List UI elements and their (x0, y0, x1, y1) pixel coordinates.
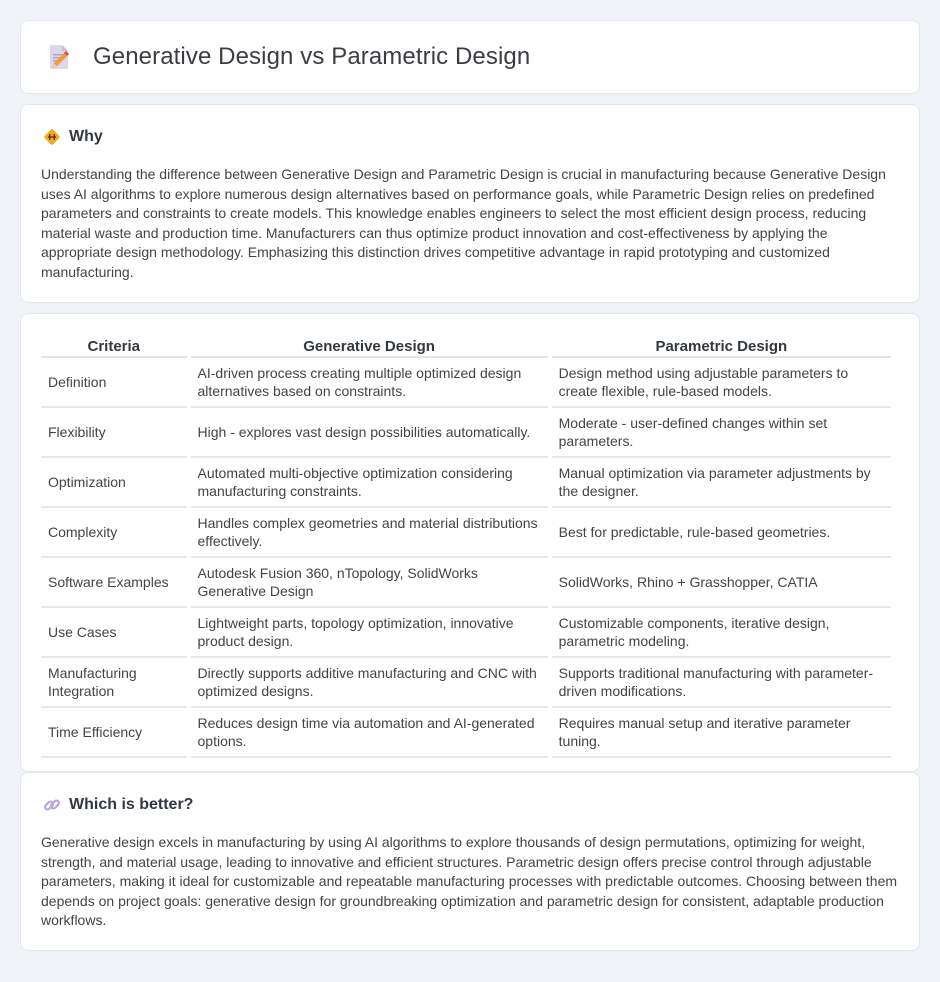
cell-parametric: Requires manual setup and iterative parameter tuning. (552, 708, 891, 758)
which-is-better-section (20, 772, 920, 951)
cell-criteria: Definition (41, 358, 187, 408)
table-header-row (41, 334, 891, 358)
link-icon (43, 796, 61, 814)
header-criteria: Criteria (41, 334, 187, 358)
cell-criteria: Use Cases (41, 608, 187, 658)
table-row (41, 508, 891, 558)
table-row (41, 708, 891, 758)
cell-criteria: Manufacturing Integration (41, 658, 187, 708)
cell-generative: High - explores vast design possibilities automatically. (191, 408, 548, 458)
table-row (41, 358, 891, 408)
comparison-section (20, 313, 920, 772)
better-heading (41, 793, 899, 817)
cell-parametric: Best for predictable, rule-based geometries. (552, 508, 891, 558)
page-title: Generative Design vs Parametric Design (93, 43, 531, 70)
cell-criteria: Flexibility (41, 408, 187, 458)
cell-criteria: Optimization (41, 458, 187, 508)
why-heading (41, 125, 899, 149)
why-title: Why (69, 128, 103, 145)
better-text: Generative design excels in manufacturing by using AI algorithms to explore thousands of design permutations, optimizing for weight, strength, and material usage, leading to innovative and efficient structures. Parametric design offers precise control through adjustable parameters, making it ideal for customizable and repeatable manufacturing processes with predictable outcomes. Choosing between them depends on project goals: generative design for groundbreaking optimization and parametric design for consistent, adaptable production workflows. (41, 834, 898, 928)
table-row (41, 608, 891, 658)
cell-parametric: Manual optimization via parameter adjustments by the designer. (552, 458, 891, 508)
document-edit-icon (47, 44, 71, 70)
cell-parametric: Design method using adjustable parameters to create flexible, rule-based models. (552, 358, 891, 408)
table-row (41, 558, 891, 608)
cell-criteria: Software Examples (41, 558, 187, 608)
cell-generative: Lightweight parts, topology optimization, innovative product design. (191, 608, 548, 658)
table-row (41, 408, 891, 458)
cell-parametric: Customizable components, iterative design, parametric modeling. (552, 608, 891, 658)
cell-parametric: Supports traditional manufacturing with parameter-driven modifications. (552, 658, 891, 708)
cell-generative: Autodesk Fusion 360, nTopology, SolidWorks Generative Design (191, 558, 548, 608)
comparison-table (37, 334, 895, 758)
table-row (41, 658, 891, 708)
cell-criteria: Time Efficiency (41, 708, 187, 758)
page-header (20, 20, 920, 94)
cell-parametric: Moderate - user-defined changes within set parameters. (552, 408, 891, 458)
cell-parametric: SolidWorks, Rhino + Grasshopper, CATIA (552, 558, 891, 608)
cell-generative: Directly supports additive manufacturing and CNC with optimized designs. (191, 658, 548, 708)
cell-generative: AI-driven process creating multiple optimized design alternatives based on constraints. (191, 358, 548, 408)
why-section (20, 104, 920, 303)
table-row (41, 458, 891, 508)
cell-generative: Handles complex geometries and material distributions effectively. (191, 508, 548, 558)
cell-generative: Reduces design time via automation and AI-generated options. (191, 708, 548, 758)
header-generative: Generative Design (191, 334, 548, 358)
cell-criteria: Complexity (41, 508, 187, 558)
header-parametric: Parametric Design (552, 334, 891, 358)
cell-generative: Automated multi-objective optimization considering manufacturing constraints. (191, 458, 548, 508)
better-title: Which is better? (69, 796, 194, 813)
why-text: Understanding the difference between Generative Design and Parametric Design is crucial in manufacturing because Generative Design uses AI algorithms to explore numerous design alternatives based on performance goals, while Parametric Design relies on predefined parameters and constraints to create models. This knowledge enables engineers to select the most efficient design process, reducing material waste and production time. Manufacturers can thus optimize product innovation and cost-effectiveness by applying the appropriate design methodology. Emphasizing this distinction drives competitive advantage in rapid prototyping and customized manufacturing. (41, 166, 886, 280)
warning-diamond-icon (43, 128, 61, 146)
